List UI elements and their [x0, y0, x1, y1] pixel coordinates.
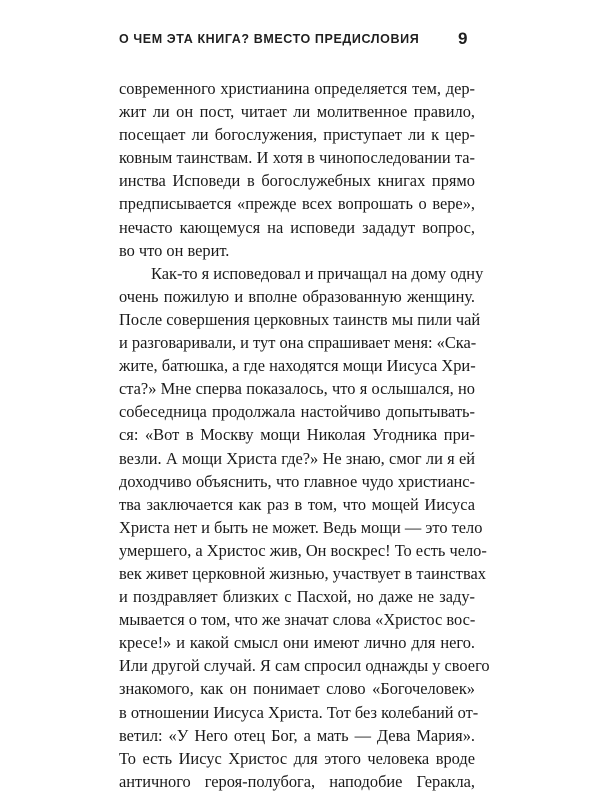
text-line: очень пожилую и вполне образованную женщину. — [119, 286, 475, 306]
text-line: жит ли он пост, читает ли молитвенное правило, — [119, 102, 475, 122]
text-line: инства Исповеди в богослужебных книгах прямо — [119, 171, 475, 191]
text-line: и поздравляет близких с Пасхой, но даже не заду- — [119, 587, 475, 607]
text-line: современного христианина определяется тем, дер- — [119, 79, 475, 98]
text-line: ветил: «У Него отец Бог, а мать — Дева Мария». — [119, 725, 475, 745]
running-head-title: О ЧЕМ ЭТА КНИГА? ВМЕСТО ПРЕДИСЛОВИЯ — [119, 32, 420, 46]
text-line: собеседница продолжала настойчиво допытывать- — [119, 402, 475, 422]
text-line: знакомого, как он понимает слово «Богочеловек» — [119, 679, 475, 699]
text-line: умершего, а Христос жив, Он воскрес! То есть чело- — [119, 540, 487, 560]
text-line: мывается о том, что же значат слова «Христос вос- — [119, 610, 476, 630]
text-line: нечасто кающемуся на исповеди зададут вопрос, — [119, 217, 475, 237]
text-line: век живет церковной жизнью, участвует в таинствах — [119, 563, 486, 583]
text-line: во что он верит. — [119, 240, 230, 260]
text-line: ста?» Мне сперва показалось, что я ослышался, но — [119, 379, 475, 399]
body-text — [119, 77, 490, 793]
text-line: жите, батюшка, а где находятся мощи Иисуса Хри- — [119, 356, 476, 376]
text-line: посещает ли богослужения, приступает ли к цер- — [119, 125, 475, 145]
text-line: доходчиво объяснить, что главное чудо христианс- — [119, 471, 475, 491]
page-number: 9 — [458, 29, 468, 48]
text-line: Христа нет и быть не может. Ведь мощи — это тело — [119, 517, 483, 537]
text-line: античного героя-полубога, наподобие Геракла, — [119, 771, 475, 791]
text-line: кресе!» и какой смысл они имеют лично для него. — [119, 633, 475, 653]
text-line: в отношении Иисуса Христа. Тот без колебаний от- — [119, 702, 479, 722]
text-line: Или другой случай. Я сам спросил однажды у своего — [119, 656, 490, 676]
text-line: ковным таинствам. И хотя в чинопоследовании та- — [119, 148, 475, 168]
text-line: После совершения церковных таинств мы пили чай — [119, 309, 481, 329]
text-line: То есть Иисус Христос для этого человека вроде — [119, 748, 475, 768]
text-line: тва заключается как раз в том, что мощей Иисуса — [119, 494, 475, 514]
text-line: ся: «Вот в Москву мощи Николая Угодника при- — [119, 425, 475, 445]
paragraph-first-line: Как-то я исповедовал и причащал на дому одну — [151, 263, 484, 283]
text-line: предписывается «прежде всех вопрошать о вере», — [119, 194, 475, 214]
text-line: и разговаривали, и тут она спрашивает меня: «Ска- — [119, 333, 477, 353]
text-line: везли. А мощи Христа где?» Не знаю, смог ли я ей — [119, 448, 475, 468]
